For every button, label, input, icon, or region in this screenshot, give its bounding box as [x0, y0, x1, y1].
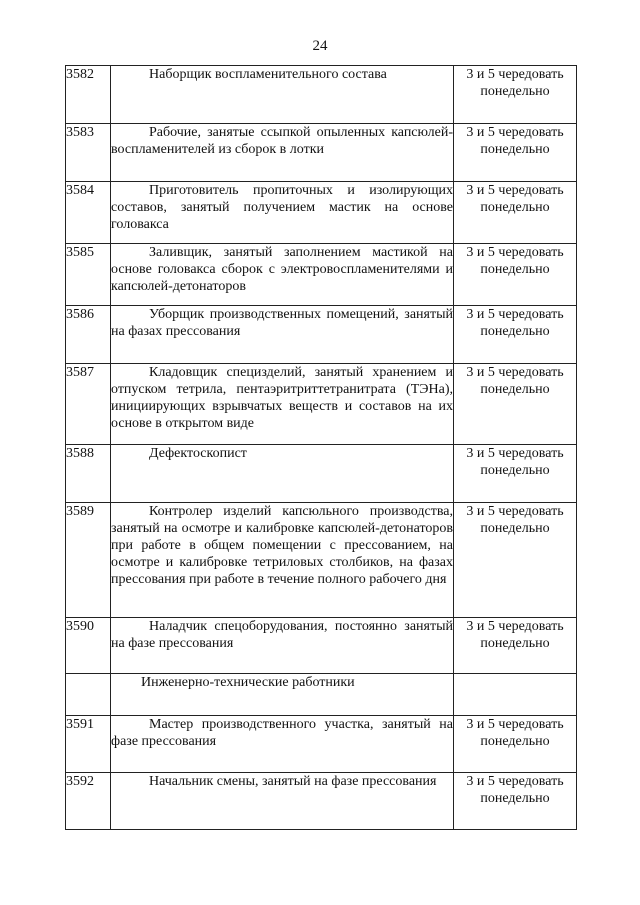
profession-name: Уборщик производственных помещений, занятый на фазах прессования [111, 306, 454, 364]
table-row [66, 445, 577, 503]
row-note: 3 и 5 чередовать понедельно [454, 66, 577, 124]
profession-name: Приготовитель пропиточных и изолирующих составов, занятый получением мастик на основе головакса [111, 182, 454, 244]
table-row [66, 182, 577, 244]
row-note: 3 и 5 чередовать понедельно [454, 182, 577, 244]
row-number: 3585 [66, 244, 111, 306]
row-note: 3 и 5 чередовать понедельно [454, 124, 577, 182]
row-number: 3592 [66, 773, 111, 830]
row-number: 3588 [66, 445, 111, 503]
row-number: 3591 [66, 716, 111, 773]
row-note: 3 и 5 чередовать понедельно [454, 364, 577, 445]
profession-table [65, 65, 577, 830]
table-row [66, 618, 577, 674]
row-note: 3 и 5 чередовать понедельно [454, 306, 577, 364]
row-number: 3589 [66, 503, 111, 618]
row-number: 3584 [66, 182, 111, 244]
row-number: 3587 [66, 364, 111, 445]
row-note: 3 и 5 чередовать понедельно [454, 244, 577, 306]
profession-name: Рабочие, занятые ссыпкой опыленных капсюлей-воспламенителей из сборок в лотки [111, 124, 454, 182]
table-row [66, 66, 577, 124]
table-row [66, 124, 577, 182]
profession-name: Заливщик, занятый заполнением мастикой на основе головакса сборок с электровоспламенителями и капсюлей-детонаторов [111, 244, 454, 306]
row-number: 3590 [66, 618, 111, 674]
profession-name: Контролер изделий капсюльного производства, занятый на осмотре и калибровке капсюлей-детонаторов при работе в общем помещении с прессованием, на осмотре и калибровке тетриловых столбиков, на фазах прессования при работе в течение полного рабочего дня [111, 503, 454, 618]
profession-name: Наладчик спецоборудования, постоянно занятый на фазе прессования [111, 618, 454, 674]
profession-name: Кладовщик специзделий, занятый хранением и отпуском тетрила, пентаэритриттетранитрата (ТЭНа), инициирующих взрывчатых веществ и составов на их основе в открытом виде [111, 364, 454, 445]
table-row [66, 306, 577, 364]
row-note: 3 и 5 чередовать понедельно [454, 773, 577, 830]
table-row [66, 773, 577, 830]
row-number: 3586 [66, 306, 111, 364]
section-number-cell [66, 674, 111, 716]
profession-name: Мастер производственного участка, занятый на фазе прессования [111, 716, 454, 773]
row-note: 3 и 5 чередовать понедельно [454, 503, 577, 618]
row-number: 3583 [66, 124, 111, 182]
profession-name: Наборщик воспламенительного состава [111, 66, 454, 124]
table-row [66, 364, 577, 445]
section-note-cell [454, 674, 577, 716]
row-note: 3 и 5 чередовать понедельно [454, 445, 577, 503]
row-note: 3 и 5 чередовать понедельно [454, 618, 577, 674]
section-title: Инженерно-технические работники [111, 674, 454, 716]
section-row [66, 674, 577, 716]
table-row [66, 244, 577, 306]
table-row [66, 716, 577, 773]
row-number: 3582 [66, 66, 111, 124]
page-number: 24 [312, 38, 328, 54]
row-note: 3 и 5 чередовать понедельно [454, 716, 577, 773]
table-row [66, 503, 577, 618]
profession-name: Начальник смены, занятый на фазе прессования [111, 773, 454, 830]
profession-name: Дефектоскопист [111, 445, 454, 503]
